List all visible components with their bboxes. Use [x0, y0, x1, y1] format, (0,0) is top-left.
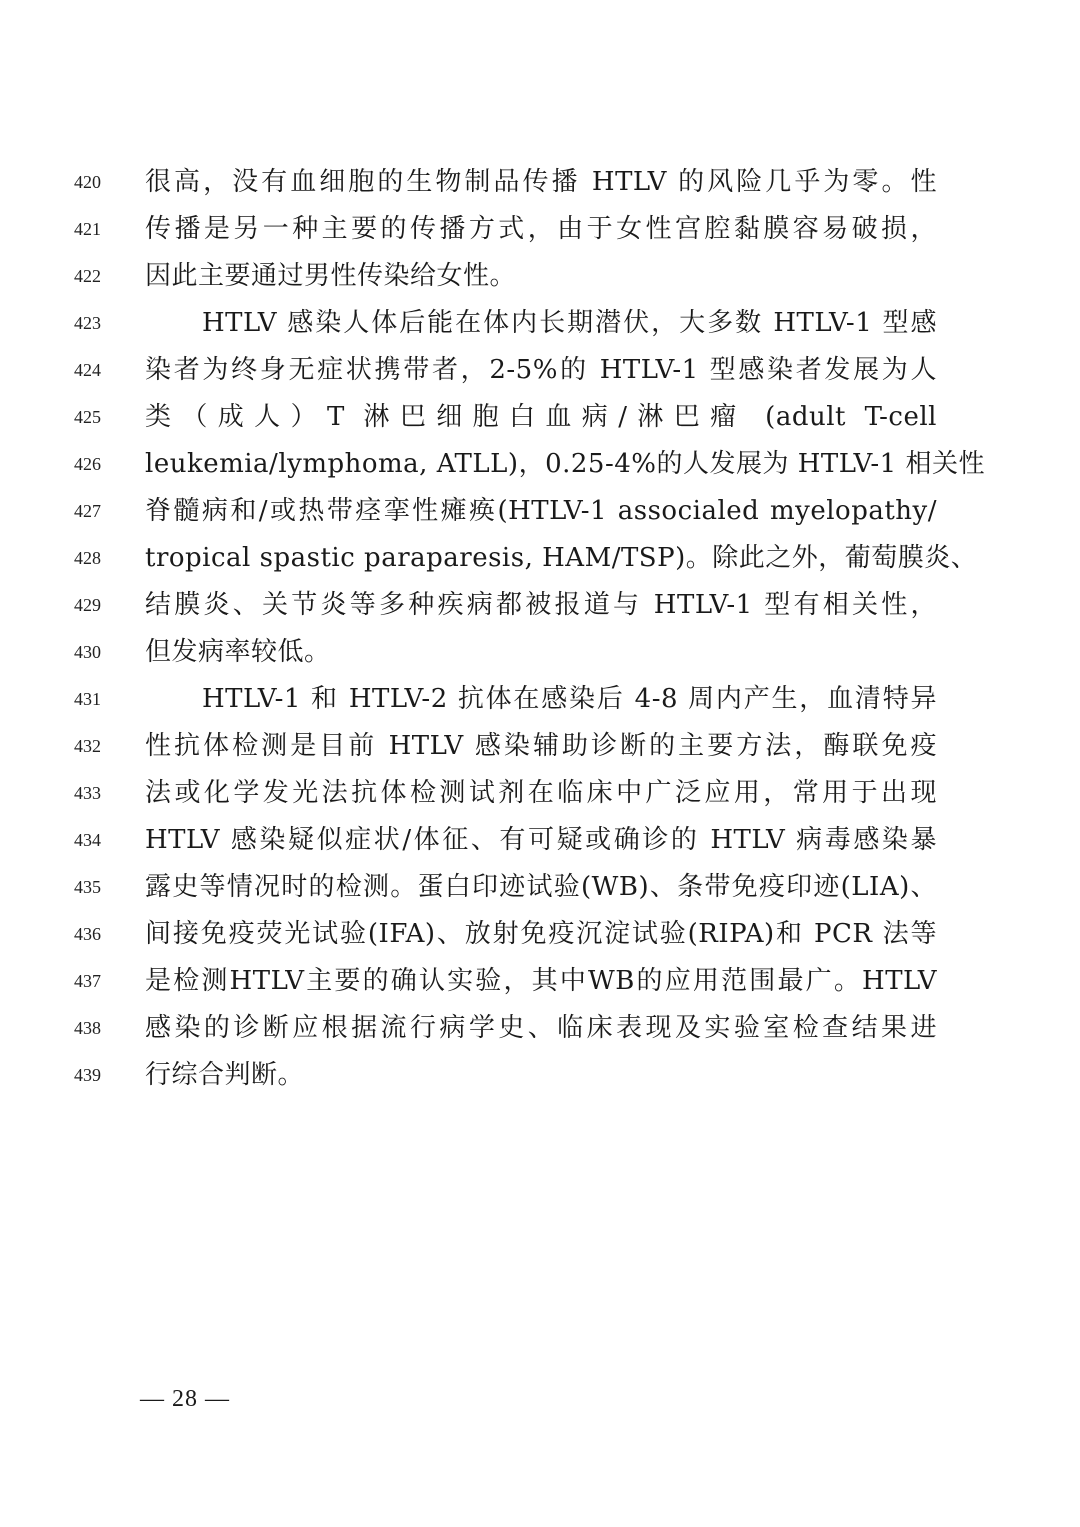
text-line	[0, 820, 1080, 867]
line-text: 结膜炎、关节炎等多种疾病都被报道与 HTLV-1 型有相关性，	[145, 590, 937, 620]
text-line	[0, 256, 1080, 303]
line-text: 间接免疫荧光试验(IFA)、放射免疫沉淀试验(RIPA)和 PCR 法等	[145, 919, 937, 949]
line-number: 438	[74, 1018, 101, 1038]
text-line	[0, 1055, 1080, 1102]
line-text: 但发病率较低。	[145, 637, 331, 667]
line-number: 425	[74, 407, 101, 427]
line-number: 430	[74, 642, 101, 662]
line-number: 433	[74, 783, 101, 803]
line-text: 露史等情况时的检测。蛋白印迹试验(WB)、条带免疫印迹(LIA)、	[145, 872, 937, 902]
line-number: 424	[74, 360, 101, 380]
text-line	[0, 726, 1080, 773]
text-line	[0, 867, 1080, 914]
line-text: 染者为终身无症状携带者，2-5%的 HTLV-1 型感染者发展为人	[145, 355, 937, 385]
line-text: 感染的诊断应根据流行病学史、临床表现及实验室检查结果进	[145, 1013, 937, 1043]
line-number: 439	[74, 1065, 101, 1085]
line-text: HTLV 感染疑似症状/体征、有可疑或确诊的 HTLV 病毒感染暴	[145, 825, 937, 855]
text-line	[0, 538, 1080, 585]
line-text: 脊髓病和/或热带痉挛性瘫痪(HTLV-1 associaled myelopathy/	[145, 496, 937, 526]
text-line	[0, 209, 1080, 256]
page-number: — 28 —	[140, 1386, 230, 1412]
line-text: HTLV-1 和 HTLV-2 抗体在感染后 4-8 周内产生，血清特异	[202, 684, 937, 714]
text-line	[0, 1008, 1080, 1055]
line-number: 420	[74, 172, 101, 192]
text-line	[0, 397, 1080, 444]
text-line	[0, 961, 1080, 1008]
line-text: HTLV 感染人体后能在体内长期潜伏，大多数 HTLV-1 型感	[202, 308, 937, 338]
line-text: 是检测HTLV主要的确认实验，其中WB的应用范围最广。HTLV	[145, 966, 937, 996]
line-number: 434	[74, 830, 101, 850]
text-line	[0, 773, 1080, 820]
text-line	[0, 914, 1080, 961]
line-number: 435	[74, 877, 101, 897]
line-text: 行综合判断。	[145, 1060, 305, 1090]
line-text: 传播是另一种主要的传播方式，由于女性宫腔黏膜容易破损，	[145, 214, 937, 244]
line-number: 423	[74, 313, 101, 333]
line-number: 436	[74, 924, 101, 944]
text-line	[0, 444, 1080, 491]
text-line	[0, 350, 1080, 397]
line-text: tropical spastic paraparesis, HAM/TSP)。除此之外，葡萄膜炎、	[145, 543, 978, 573]
line-number: 429	[74, 595, 101, 615]
line-number: 432	[74, 736, 101, 756]
line-number: 426	[74, 454, 101, 474]
line-number: 428	[74, 548, 101, 568]
line-number: 431	[74, 689, 101, 709]
line-text: leukemia/lymphoma, ATLL)，0.25-4%的人发展为 HTLV-1 相关性	[145, 449, 985, 479]
line-text: 性抗体检测是目前 HTLV 感染辅助诊断的主要方法，酶联免疫	[145, 731, 937, 761]
line-text: 法或化学发光法抗体检测试剂在临床中广泛应用，常用于出现	[145, 778, 937, 808]
line-text: 类（成人）T 淋巴细胞白血病/淋巴瘤 (adult T-cell	[145, 402, 937, 432]
text-line	[0, 162, 1080, 209]
line-number: 437	[74, 971, 101, 991]
line-number: 421	[74, 219, 101, 239]
line-text: 很高，没有血细胞的生物制品传播 HTLV 的风险几乎为零。性	[145, 167, 937, 197]
text-line	[0, 679, 1080, 726]
text-line	[0, 303, 1080, 350]
text-line	[0, 632, 1080, 679]
line-number: 427	[74, 501, 101, 521]
line-text: 因此主要通过男性传染给女性。	[145, 261, 517, 291]
text-line	[0, 491, 1080, 538]
text-line	[0, 585, 1080, 632]
line-number: 422	[74, 266, 101, 286]
